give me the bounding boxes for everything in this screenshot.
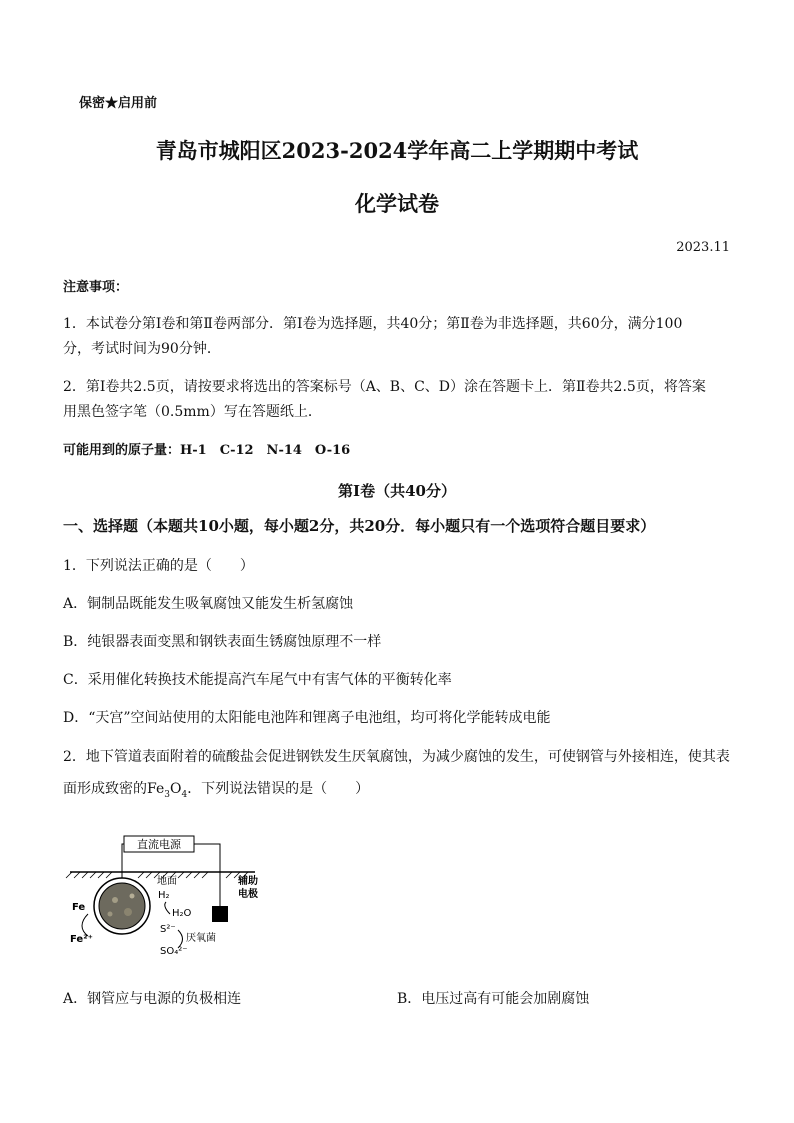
bacteria-label: 厌氧菌: [186, 933, 216, 944]
notes-heading: 注意事项：: [63, 280, 129, 295]
fe2-label: Fe²⁺: [70, 934, 93, 945]
fe-arrow: [82, 914, 88, 936]
corrosion-protection-diagram: [60, 826, 260, 976]
question-2-option-b: B．电压过高有可能会加剧腐蚀: [397, 991, 590, 1007]
auxiliary-electrode: [212, 906, 228, 922]
pipe-texture: [124, 908, 132, 916]
note-1-line-2: 分，考试时间为90分钟．: [63, 341, 221, 357]
h2-label: H₂: [158, 890, 170, 901]
question-1-option-c: C．采用催化转换技术能提高汽车尾气中有害气体的平衡转化率: [63, 672, 452, 688]
atomic-masses: 可能用到的原子量：H-1 C-12 N-14 O-16: [63, 443, 351, 458]
question-1-option-a: A．铜制品既能发生吸氧腐蚀又能发生析氢腐蚀: [63, 596, 354, 612]
pipe-texture: [112, 897, 118, 903]
wire-right: [194, 844, 220, 906]
auxiliary-label-2: 电极: [238, 889, 258, 900]
so4-label: SO₄²⁻: [160, 946, 188, 957]
question-2-stem-line-2: 面形成致密的$Fe_3O_4$．下列说法错误的是（ ）: [63, 781, 370, 800]
note-2-line-1: 2．第Ⅰ卷共2.5页，请按要求将选出的答案标号（A、B、C、D）涂在答题卡上．第Ⅱ卷共2.5页，将答案: [63, 379, 706, 395]
h2o-arrow: [165, 902, 170, 914]
power-supply-label: 直流电源: [137, 838, 181, 851]
ground-label: 地面: [157, 876, 177, 887]
question-1-stem: 1．下列说法正确的是（ ）: [63, 558, 254, 574]
question-1-option-d: D．“天宫”空间站使用的太阳能电池阵和锂离子电池组，均可将化学能转成电能: [63, 710, 551, 726]
part-heading: 一、选择题（本题共10小题，每小题2分，共20分．每小题只有一个选项符合题目要求）: [63, 517, 656, 535]
steel-pipe-inner: [99, 883, 145, 929]
section-title: 第Ⅰ卷（共40分）: [338, 482, 456, 500]
question-2-option-a: A．钢管应与电源的负极相连: [63, 991, 242, 1007]
confidential-label: 保密★启用前: [79, 96, 158, 111]
note-1-line-1: 1．本试卷分第Ⅰ卷和第Ⅱ卷两部分．第Ⅰ卷为选择题，共40分；第Ⅱ卷为非选择题，共60分，满分100: [63, 316, 683, 332]
pipe-texture: [130, 894, 135, 899]
fe-label: Fe: [72, 902, 86, 913]
exam-title: 青岛市城阳区2023-2024学年高二上学期期中考试: [155, 138, 639, 163]
note-2-line-2: 用黑色签字笔（0.5mm）写在答题纸上．: [63, 404, 322, 420]
question-1-option-b: B．纯银器表面变黑和钢铁表面生锈腐蚀原理不一样: [63, 634, 382, 650]
h2o-label: H₂O: [172, 908, 192, 919]
question-2-stem-line-1: 2．地下管道表面附着的硫酸盐会促进钢铁发生厌氧腐蚀，为减少腐蚀的发生，可使钢管与外接相连，使其表: [63, 749, 730, 765]
exam-date: 2023.11: [676, 240, 730, 255]
pipe-texture: [108, 912, 113, 917]
exam-subtitle: 化学试卷: [355, 191, 439, 216]
auxiliary-label-1: 辅助: [238, 876, 258, 887]
s2-label: S²⁻: [160, 924, 176, 935]
